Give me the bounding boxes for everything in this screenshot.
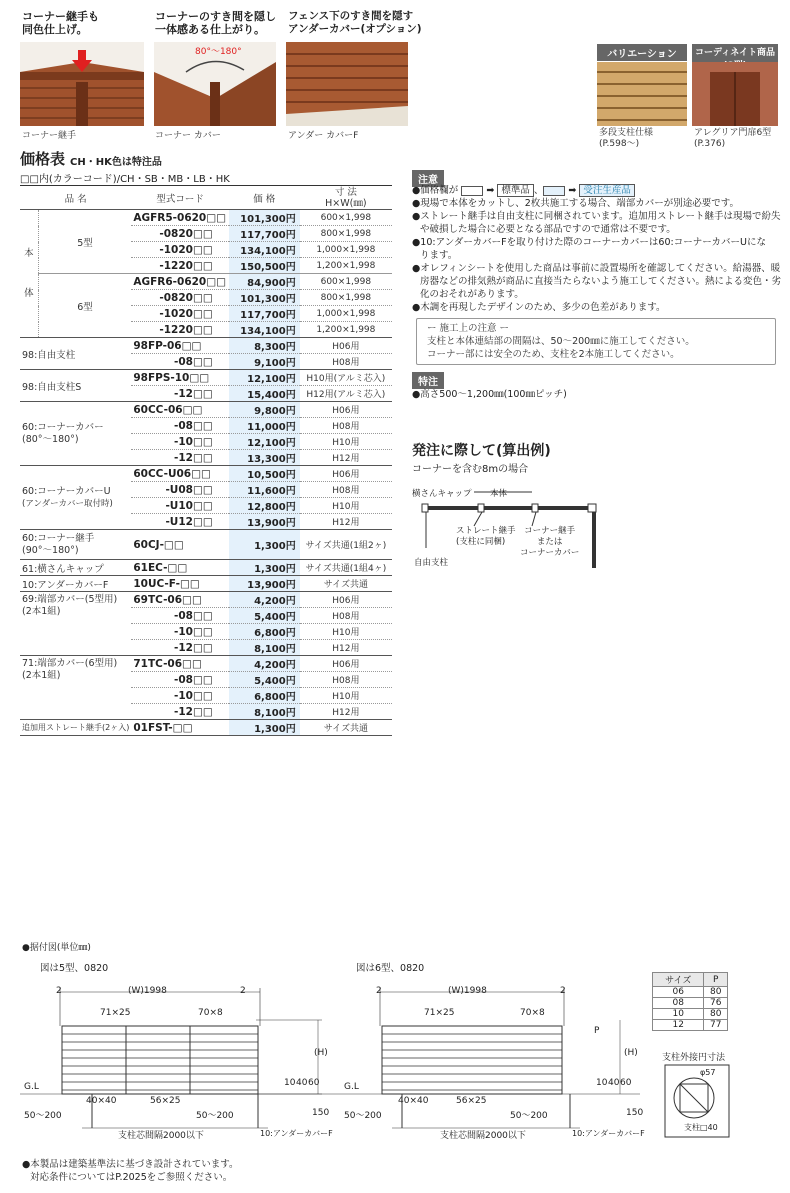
right-dim-2b: 2 bbox=[560, 986, 566, 996]
install-right-drawing bbox=[340, 980, 640, 1150]
group-71: 71:端部カバー(6型用) (2本1組) bbox=[20, 656, 131, 720]
left-dim-2b: 2 bbox=[240, 986, 246, 996]
right-dim-2a: 2 bbox=[376, 986, 382, 996]
price-cell: 12,800円 bbox=[229, 498, 300, 514]
code-cell: 61EC-□□ bbox=[131, 560, 228, 576]
size-cell: H10用(アルミ芯入) bbox=[300, 370, 392, 386]
right-dim-h: (H) bbox=[624, 1048, 638, 1058]
install-left-drawing bbox=[20, 980, 340, 1150]
left-dim-10: 10 bbox=[284, 1078, 296, 1088]
photo-under-cover bbox=[286, 42, 408, 126]
header-size: 寸 法 H×W(㎜) bbox=[300, 187, 392, 210]
size-cell: 1,200×1,998 bbox=[300, 258, 392, 274]
caption-under-cover: フェンス下のすき間を隠す アンダーカバー(オプション) bbox=[288, 10, 422, 35]
photo-corner-joint bbox=[20, 42, 144, 126]
header-code: 型式コード bbox=[131, 187, 228, 210]
size-cell: 08 bbox=[653, 998, 704, 1009]
header-name: 品 名 bbox=[20, 187, 131, 210]
price-cell: 11,000円 bbox=[229, 418, 300, 434]
coordinate-header: コーディネイト商品 bbox=[692, 44, 778, 72]
price-cell: 5,400円 bbox=[229, 608, 300, 624]
order-straight-label: ストレート継手 (支柱に同梱) bbox=[456, 526, 516, 547]
size-cell: 06 bbox=[653, 987, 704, 998]
price-cell: 8,300円 bbox=[229, 338, 300, 354]
caption-corner-cover: コーナーのすき間を隠し 一体感ある仕上がり。 bbox=[155, 10, 276, 36]
coordinate-photo bbox=[692, 62, 778, 126]
size-cell: サイズ共通(1組4ヶ) bbox=[300, 560, 392, 576]
code-cell: -08□□ bbox=[131, 608, 228, 624]
order-title: 発注に際して(算出例) bbox=[412, 443, 551, 459]
code-cell: -1220□□ bbox=[131, 258, 228, 274]
price-cell: 101,300円 bbox=[229, 210, 300, 226]
size-cell: H12用 bbox=[300, 514, 392, 530]
code-cell: -U10□□ bbox=[131, 498, 228, 514]
size-cell: H06用 bbox=[300, 656, 392, 672]
footer-note: ●本製品は建築基準法に基づき設計されています。 対応条件についてはP.2025をご参照ください。 bbox=[22, 1159, 239, 1183]
code-cell: -10□□ bbox=[131, 688, 228, 704]
price-cell: 5,400円 bbox=[229, 672, 300, 688]
size-cell: H12用 bbox=[300, 640, 392, 656]
group-69: 69:端部カバー(5型用) (2本1組) bbox=[20, 592, 131, 656]
right-dim-40: 40 bbox=[608, 1078, 620, 1088]
p-cell: 80 bbox=[704, 1009, 728, 1020]
coordinate-caption: アレグリア門扉6型 (P.376) bbox=[694, 128, 772, 149]
group-60u: 60:コーナーカバーU (アンダーカバー取付時) bbox=[20, 466, 131, 530]
left-dim-150: 150 bbox=[312, 1108, 330, 1118]
order-subtitle: コーナーを含む8mの場合 bbox=[412, 464, 529, 475]
price-cell: 8,100円 bbox=[229, 704, 300, 720]
p-cell: 76 bbox=[704, 998, 728, 1009]
order-body-label: 本体 bbox=[490, 489, 508, 499]
price-table bbox=[20, 187, 392, 736]
left-dim-h: (H) bbox=[314, 1048, 328, 1058]
size-cell: H06用 bbox=[300, 592, 392, 608]
right-gl: G.L bbox=[344, 1082, 359, 1092]
price-cell: 11,600円 bbox=[229, 482, 300, 498]
type6-label: 6型 bbox=[38, 274, 131, 338]
code-cell: -1020□□ bbox=[131, 306, 228, 322]
size-cell: 12 bbox=[653, 1020, 704, 1031]
header-price: 価 格 bbox=[229, 187, 300, 210]
left-pitch: 支柱芯間隔2000以下 bbox=[118, 1131, 204, 1141]
size-cell: H06用 bbox=[300, 402, 392, 418]
left-dim-slat70: 70×8 bbox=[198, 1008, 223, 1018]
group-98s: 98:自由支柱S bbox=[20, 370, 131, 402]
post-phi: φ57 bbox=[700, 1068, 716, 1077]
code-cell: -0820□□ bbox=[131, 226, 228, 242]
price-cell: 10,500円 bbox=[229, 466, 300, 482]
price-cell: 13,300円 bbox=[229, 450, 300, 466]
code-cell: 10UC-F-□□ bbox=[131, 576, 228, 592]
notes-title: 注意 bbox=[412, 170, 444, 187]
variation-caption: 多段支柱仕様 (P.598〜) bbox=[599, 128, 654, 149]
left-dim-post56: 56×25 bbox=[150, 1096, 181, 1106]
left-range-a: 50〜200 bbox=[24, 1111, 62, 1121]
left-gl: G.L bbox=[24, 1082, 39, 1092]
price-cell: 101,300円 bbox=[229, 290, 300, 306]
size-cell: サイズ共通 bbox=[300, 576, 392, 592]
code-cell: -08□□ bbox=[131, 418, 228, 434]
post-square: 支柱□40 bbox=[684, 1123, 718, 1132]
order-cap-label: 横さんキャップ bbox=[412, 489, 472, 499]
price-cell: 12,100円 bbox=[229, 434, 300, 450]
left-dim-post40: 40×40 bbox=[86, 1096, 117, 1106]
note-price-legend: ●価格欄が ➡ 標準品 、 ➡ 受注生産品 bbox=[412, 184, 784, 197]
price-cell: 84,900円 bbox=[229, 274, 300, 290]
variation-photo bbox=[597, 62, 687, 126]
code-cell: 98FP-06□□ bbox=[131, 338, 228, 354]
price-cell: 6,800円 bbox=[229, 624, 300, 640]
size-cell: 600×1,998 bbox=[300, 274, 392, 290]
right-dim-w: (W)1998 bbox=[448, 986, 487, 996]
order-corner-label: コーナー継手 または コーナーカバー bbox=[520, 526, 580, 558]
group-60: 60:コーナーカバー (80°〜180°) bbox=[20, 402, 131, 466]
price-cell: 4,200円 bbox=[229, 592, 300, 608]
size-cell: 600×1,998 bbox=[300, 210, 392, 226]
price-cell: 1,300円 bbox=[229, 530, 300, 560]
right-dim-10: 10 bbox=[596, 1078, 608, 1088]
size-cell: H08用 bbox=[300, 608, 392, 624]
code-cell: -12□□ bbox=[131, 450, 228, 466]
size-cell: H06用 bbox=[300, 338, 392, 354]
caption-corner-joint: コーナー継手も 同色仕上げ。 bbox=[22, 10, 99, 36]
right-pitch: 支柱芯間隔2000以下 bbox=[440, 1131, 526, 1141]
code-cell: 60CJ-□□ bbox=[131, 530, 228, 560]
right-dim-slat70: 70×8 bbox=[520, 1008, 545, 1018]
size-cell: H12用(アルミ芯入) bbox=[300, 386, 392, 402]
right-dim-post40: 40×40 bbox=[398, 1096, 429, 1106]
code-cell: -0820□□ bbox=[131, 290, 228, 306]
price-cell: 15,400円 bbox=[229, 386, 300, 402]
price-cell: 134,100円 bbox=[229, 242, 300, 258]
variation-header: バリエーション bbox=[597, 44, 687, 61]
code-cell: AGFR6-0620□□ bbox=[131, 274, 228, 290]
code-cell: -08□□ bbox=[131, 354, 228, 370]
install-left-caption: 図は5型、0820 bbox=[40, 963, 109, 974]
code-cell: 69TC-06□□ bbox=[131, 592, 228, 608]
price-title: 価格表 bbox=[20, 150, 66, 168]
code-cell: 60CC-06□□ bbox=[131, 402, 228, 418]
install-caution-box: ー 施工上の注意 ー 支柱と本体連結部の間隔は、50〜200㎜に施工してください。 コーナー部には安全のため、支柱を2本施工してください。 bbox=[416, 318, 776, 365]
size-cell: 1,200×1,998 bbox=[300, 322, 392, 338]
special-note: ●高さ500〜1,200㎜(100㎜ピッチ) bbox=[412, 389, 567, 400]
size-cell: H08用 bbox=[300, 418, 392, 434]
install-title: ●据付図(単位㎜) bbox=[22, 943, 91, 953]
p-cell: 80 bbox=[704, 987, 728, 998]
right-range-b: 50〜200 bbox=[510, 1111, 548, 1121]
left-dim-slat71: 71×25 bbox=[100, 1008, 131, 1018]
right-dim-150: 150 bbox=[626, 1108, 644, 1118]
code-cell: 71TC-06□□ bbox=[131, 656, 228, 672]
code-cell: -10□□ bbox=[131, 434, 228, 450]
price-cell: 1,300円 bbox=[229, 560, 300, 576]
right-dim-p: P bbox=[594, 1026, 600, 1036]
code-cell: 98FPS-10□□ bbox=[131, 370, 228, 386]
code-cell: -12□□ bbox=[131, 704, 228, 720]
code-cell: -1220□□ bbox=[131, 322, 228, 338]
price-cell: 8,100円 bbox=[229, 640, 300, 656]
code-cell: AGFR5-0620□□ bbox=[131, 210, 228, 226]
p-header: P bbox=[704, 973, 728, 987]
size-cell: H10用 bbox=[300, 434, 392, 450]
size-cell: H10用 bbox=[300, 624, 392, 640]
right-dim-post56: 56×25 bbox=[456, 1096, 487, 1106]
size-cell: 800×1,998 bbox=[300, 226, 392, 242]
size-cell: サイズ共通(1組2ヶ) bbox=[300, 530, 392, 560]
code-cell: -12□□ bbox=[131, 640, 228, 656]
size-cell: 1,000×1,998 bbox=[300, 306, 392, 322]
code-cell: -10□□ bbox=[131, 624, 228, 640]
size-cell: H12用 bbox=[300, 704, 392, 720]
color-code-note: □□内(カラーコード)/CH・SB・MB・LB・HK bbox=[20, 170, 392, 186]
size-cell: H08用 bbox=[300, 672, 392, 688]
size-header: サイズ bbox=[653, 973, 704, 987]
price-cell: 13,900円 bbox=[229, 514, 300, 530]
price-cell: 150,500円 bbox=[229, 258, 300, 274]
price-cell: 117,700円 bbox=[229, 306, 300, 322]
group-fst: 追加用ストレート継手(2ヶ入) bbox=[20, 720, 131, 736]
price-cell: 6,800円 bbox=[229, 688, 300, 704]
left-dim-w: (W)1998 bbox=[128, 986, 167, 996]
price-cell: 4,200円 bbox=[229, 656, 300, 672]
post-dim-title: 支柱外接円寸法 bbox=[662, 1053, 726, 1063]
left-dim-60: 60 bbox=[308, 1078, 320, 1088]
left-dim-40: 40 bbox=[296, 1078, 308, 1088]
code-cell: -12□□ bbox=[131, 386, 228, 402]
right-undercover: 10:アンダーカバーF bbox=[572, 1129, 645, 1138]
group-61: 61:横さんキャップ bbox=[20, 560, 131, 576]
price-cell: 9,100円 bbox=[229, 354, 300, 370]
size-cell: 1,000×1,998 bbox=[300, 242, 392, 258]
install-right-caption: 図は6型、0820 bbox=[356, 963, 425, 974]
code-cell: -U08□□ bbox=[131, 482, 228, 498]
notes-block: ●価格欄が ➡ 標準品 、 ➡ 受注生産品 ●現場で本体をカットし、2枚共施工する場合、端部カバーが別途必要です。 ●ストレート継手は自由支柱に同梱されています。追加用ストレート継手は現場で紛失 や破損した場合に必要となる部品ですので通常は不要です。 ●10:アンダーカバーFを取り付けた際のコーナーカバーは60:コーナーカバーUにな ります。 ●オレフィンシートを使用した商品は事前に設置場所を確認してください。給湯器、暖 房器などの排気熱が商品に直接当たらないよう施工してください。熱による変色・劣 化のおそれがあります。 ●木調を再現したデザインのため、多少の色差があります。 bbox=[412, 184, 784, 314]
photo-label-3: アンダー カバーF bbox=[288, 131, 359, 141]
p-cell: 77 bbox=[704, 1020, 728, 1031]
photo-label-2: コーナー カバー bbox=[155, 131, 221, 141]
code-cell: -08□□ bbox=[131, 672, 228, 688]
size-cell: H10用 bbox=[300, 688, 392, 704]
special-title: 特注 bbox=[412, 372, 444, 389]
order-post-label: 自由支柱 bbox=[414, 558, 449, 568]
code-cell: 60CC-U06□□ bbox=[131, 466, 228, 482]
size-cell: H08用 bbox=[300, 354, 392, 370]
price-cell: 117,700円 bbox=[229, 226, 300, 242]
size-cell: H10用 bbox=[300, 498, 392, 514]
price-cell: 134,100円 bbox=[229, 322, 300, 338]
size-p-table bbox=[652, 972, 728, 1031]
group-60cj: 60:コーナー継手 (90°〜180°) bbox=[20, 530, 131, 560]
size-cell: H06用 bbox=[300, 466, 392, 482]
group-98: 98:自由支柱 bbox=[20, 338, 131, 370]
type5-label: 5型 bbox=[38, 210, 131, 274]
left-range-b: 50〜200 bbox=[196, 1111, 234, 1121]
photo-label-1: コーナー継手 bbox=[22, 131, 77, 141]
right-range-a: 50〜200 bbox=[344, 1111, 382, 1121]
size-cell: サイズ共通 bbox=[300, 720, 392, 736]
price-cell: 9,800円 bbox=[229, 402, 300, 418]
price-subtitle: CH・HK色は特注品 bbox=[70, 157, 162, 168]
body-label: 本 体 bbox=[20, 210, 38, 338]
right-dim-slat71: 71×25 bbox=[424, 1008, 455, 1018]
code-cell: 01FST-□□ bbox=[131, 720, 228, 736]
left-dim-2a: 2 bbox=[56, 986, 62, 996]
left-undercover: 10:アンダーカバーF bbox=[260, 1129, 333, 1138]
right-dim-60: 60 bbox=[620, 1078, 632, 1088]
price-cell: 1,300円 bbox=[229, 720, 300, 736]
size-cell: H08用 bbox=[300, 482, 392, 498]
code-cell: -1020□□ bbox=[131, 242, 228, 258]
price-cell: 12,100円 bbox=[229, 370, 300, 386]
group-10: 10:アンダーカバーF bbox=[20, 576, 131, 592]
size-cell: 800×1,998 bbox=[300, 290, 392, 306]
size-cell: H12用 bbox=[300, 450, 392, 466]
size-cell: 10 bbox=[653, 1009, 704, 1020]
angle-label: 80°〜180° bbox=[195, 47, 242, 57]
price-cell: 13,900円 bbox=[229, 576, 300, 592]
code-cell: -U12□□ bbox=[131, 514, 228, 530]
